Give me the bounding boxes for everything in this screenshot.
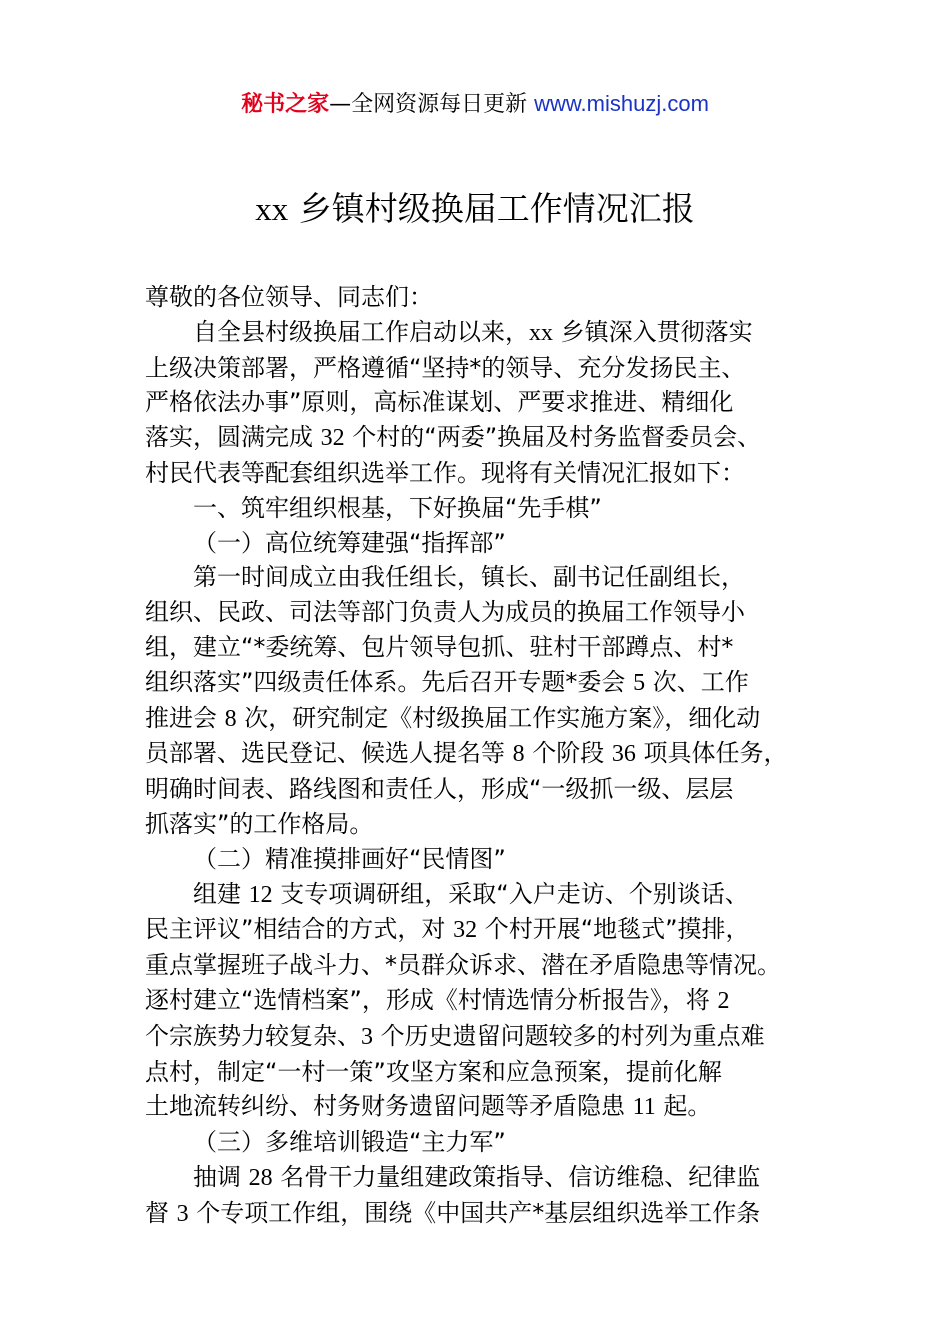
paragraph-line: 落实，圆满完成 32 个村的“两委”换届及村务监督委员会、 — [145, 423, 762, 452]
document-body — [145, 280, 835, 1232]
paragraph-line: 民主评议”相结合的方式，对 32 个村开展“地毯式”摸排， — [145, 915, 750, 944]
paragraph-line: 抽调 28 名骨干力量组建政策指导、信访维稳、纪律监 — [193, 1162, 761, 1191]
paragraph-line: 督 3 个专项工作组，围绕《中国共产*基层组织选举工作条 — [145, 1198, 761, 1227]
paragraph-line: 组织落实”四级责任体系。先后召开专题*委会 5 次、工作 — [145, 667, 749, 696]
paragraph-line: 个宗族势力较复杂、3 个历史遗留问题较多的村列为重点难 — [145, 1021, 765, 1050]
paragraph-line: 推进会 8 次，研究制定《村级换届工作实施方案》，细化动 — [145, 703, 761, 732]
salutation: 尊敬的各位领导、同志们： — [145, 283, 433, 311]
subsection-heading: （二）精准摸排画好“民情图” — [193, 844, 506, 873]
section-heading: 一、筑牢组织根基，下好换届“先手棋” — [193, 493, 602, 522]
paragraph-line: 组建 12 支专项调研组，采取“入户走访、个别谈话、 — [193, 879, 749, 908]
paragraph-line: 土地流转纠纷、村务财务遗留问题等矛盾隐患 11 起。 — [145, 1092, 712, 1121]
subsection-heading: （三）多维培训锻造“主力军” — [193, 1128, 506, 1157]
paragraph-line: 组，建立“*委统筹、包片领导包抓、驻村干部蹲点、村* — [145, 632, 734, 661]
header-slogan: —全网资源每日更新 — [329, 92, 535, 117]
paragraph-line: 逐村建立“选情档案”，形成《村情选情分析报告》，将 2 — [145, 985, 730, 1014]
paragraph-line: 自全县村级换届工作启动以来，xx 乡镇深入贯彻落实 — [193, 317, 753, 346]
subsection-heading: （一）高位统筹建强“指挥部” — [193, 528, 506, 557]
paragraph-line: 点村，制定“一村一策”攻坚方案和应急预案，提前化解 — [145, 1057, 722, 1086]
document-title: xx 乡镇村级换届工作情况汇报 — [255, 189, 695, 228]
paragraph-line: 明确时间表、路线图和责任人，形成“一级抓一级、层层 — [145, 775, 734, 804]
paragraph-line: 村民代表等配套组织选举工作。现将有关情况汇报如下： — [145, 458, 745, 487]
paragraph-line: 组织、民政、司法等部门负责人为成员的换届工作领导小 — [145, 598, 745, 627]
paragraph-line: 抓落实”的工作格局。 — [145, 809, 374, 838]
site-url[interactable]: www.mishuzj.com — [534, 91, 709, 116]
paragraph-line: 重点掌握班子战斗力、*员群众诉求、潜在矛盾隐患等情况。 — [145, 951, 781, 980]
brand-name: 秘书之家 — [241, 92, 330, 117]
paragraph-line: 上级决策部署，严格遵循“坚持*的领导、充分发扬民主、 — [145, 353, 746, 382]
paragraph-line: 严格依法办事”原则，高标准谋划、严要求推进、精细化 — [145, 388, 734, 417]
paragraph-line: 第一时间成立由我任组长，镇长、副书记任副组长， — [193, 563, 745, 592]
paragraph-line: 员部署、选民登记、候选人提名等 8 个阶段 36 项具体任务， — [145, 739, 788, 768]
site-header — [0, 88, 950, 121]
